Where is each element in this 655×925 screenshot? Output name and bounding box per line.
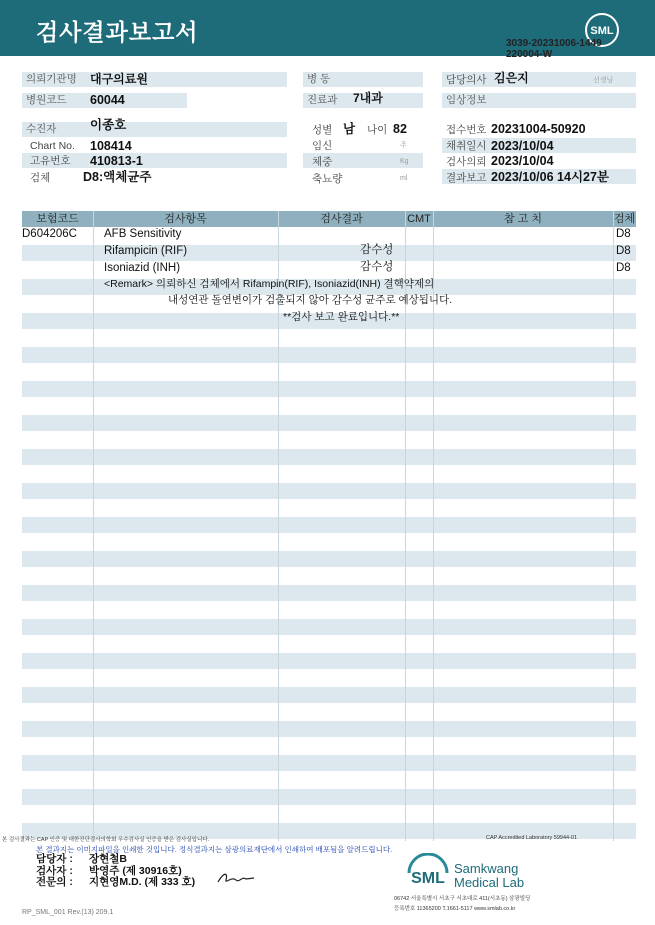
table-stripe (22, 789, 636, 805)
sml-footer-logo-icon (405, 853, 451, 893)
row1-item: AFB Sensitivity (104, 228, 182, 240)
form-code: RP_SML_001 Rev.(13) 209.1 (22, 909, 114, 916)
reporter-value: 장현철B (89, 853, 128, 865)
requester-label: 의뢰기관명 (22, 72, 87, 87)
pregnancy-label: 임신 (312, 140, 333, 152)
specimen-label: 검체 (30, 172, 51, 184)
ward-label: 병 동 (303, 72, 423, 87)
logo-text: SML (590, 25, 614, 37)
patient-label: 수진자 (22, 122, 87, 137)
row2-result: 감수성 (360, 244, 394, 256)
table-stripe (22, 619, 636, 635)
doctor-label: 담당의사 (446, 74, 487, 86)
results-table-header (22, 211, 636, 227)
table-stripe (22, 415, 636, 431)
table-stripe (22, 347, 636, 363)
row2-specimen: D8 (616, 245, 631, 257)
header-reference: 참 고 치 (504, 213, 542, 225)
col-divider (93, 211, 94, 841)
dept-label: 진료과 (303, 93, 423, 108)
sex-value: 남 (343, 122, 356, 136)
doctor-suffix: 선생님 (593, 77, 614, 84)
table-stripe (22, 653, 636, 669)
table-stripe (22, 755, 636, 771)
document-id (506, 38, 602, 60)
report-label: 결과보고 (446, 172, 487, 184)
table-stripe (22, 585, 636, 601)
table-stripe (22, 483, 636, 499)
hospital-code-value: 60044 (90, 93, 125, 107)
reporter-label: 담당자 : (36, 853, 73, 865)
header-cmt: CMT (407, 213, 431, 225)
row1-code: D604206C (22, 228, 77, 240)
receipt-label: 접수번호 (446, 124, 487, 136)
col-divider (613, 211, 614, 841)
sex-label: 성별 (312, 124, 333, 136)
table-stripe (22, 449, 636, 465)
clinical-label: 임상정보 (442, 93, 636, 108)
collect-value: 2023/10/04 (491, 139, 554, 153)
age-label: 나이 (367, 124, 388, 136)
row3-item: Isoniazid (INH) (104, 262, 181, 274)
row1-specimen: D8 (616, 228, 631, 240)
table-stripe (22, 517, 636, 533)
footer-fine-print: 본 검사결과는 CAP 인증 및 대한진단검사의학회 우수검사실 인증을 받은 검사실입니다. (2, 837, 210, 843)
weight-label: 체중 (312, 156, 333, 168)
id-label: 고유번호 (30, 155, 71, 167)
signature-icon (216, 870, 256, 886)
chart-label: Chart No. (30, 140, 75, 152)
report-value: 2023/10/06 14시27분 (491, 170, 609, 184)
request-value: 2023/10/04 (491, 154, 554, 168)
company-address: 06742 서울특별시 서초구 서초대로 411(서초동) 삼광빌딩 (394, 896, 531, 902)
document-id-line1: 3039-20231006-1449 (506, 38, 602, 49)
examiner-value: 박영주 (제 30916호) (89, 865, 182, 877)
dept-value: 7내과 (353, 91, 383, 105)
examiner-label: 검사자 : (36, 865, 73, 877)
header-code: 보험코드 (36, 213, 79, 225)
remark-line2: 내성연관 돌연변이가 검출되지 않아 감수성 균주로 예상됩니다. (168, 294, 453, 306)
age-value: 82 (393, 122, 407, 136)
specialist-value: 지현영M.D. (제 333 호) (89, 876, 196, 888)
requester-value: 대구의료원 (90, 72, 148, 86)
row3-result: 감수성 (360, 261, 394, 273)
header-result: 검사결과 (320, 213, 363, 225)
table-stripe (22, 721, 636, 737)
chart-value: 108414 (90, 139, 132, 153)
collect-label: 채취일시 (446, 140, 487, 152)
table-stripe (22, 551, 636, 567)
doctor-value: 김은지 (494, 71, 529, 85)
hospital-code-label: 병원코드 (22, 93, 87, 108)
header-item: 검사항목 (164, 213, 207, 225)
footer-logo-text: SML (411, 870, 445, 887)
company-name-line1: Samkwang (454, 861, 519, 876)
id-value: 410813-1 (90, 154, 143, 168)
footer-notice: 본 결과지는 이미지파일을 인쇄한 것입니다. 정식결과지는 삼광의료재단에서 인쇄하여 배포됨을 알려드립니다. (36, 845, 393, 854)
remark-line1: <Remark> 의뢰하신 검체에서 Rifampin(RIF), Isoniazid(INH) 결핵약제의 (104, 278, 435, 290)
urine-label: 축뇨량 (312, 173, 343, 185)
specimen-value: D8:액체균주 (83, 170, 152, 184)
table-stripe (22, 381, 636, 397)
company-name (454, 862, 524, 890)
receipt-value: 20231004-50920 (491, 122, 586, 136)
document-id-line2: 220004-W (506, 49, 553, 60)
weight-unit: Kg (400, 158, 409, 165)
company-name-line2: Medical Lab (454, 875, 525, 890)
header-specimen: 검체 (613, 213, 636, 225)
remark-line3: **검사 보고 완료입니다.** (283, 311, 400, 323)
row3-specimen: D8 (616, 262, 631, 274)
table-stripe (22, 687, 636, 703)
specialist-label: 전문의 : (36, 876, 73, 888)
cap-text: CAP Accredited Laboratory 59944-01 (486, 835, 578, 841)
patient-value: 이종호 (90, 118, 127, 132)
report-title: 검사결과보고서 (36, 19, 199, 45)
urine-unit: ml (400, 175, 408, 182)
request-label: 검사의뢰 (446, 156, 487, 168)
company-contact: 등록번호 11365200 T.1661-5117 www.smlab.co.kr (394, 906, 516, 912)
pregnancy-unit: 주 (400, 142, 407, 149)
row2-item: Rifampicin (RIF) (104, 245, 188, 257)
